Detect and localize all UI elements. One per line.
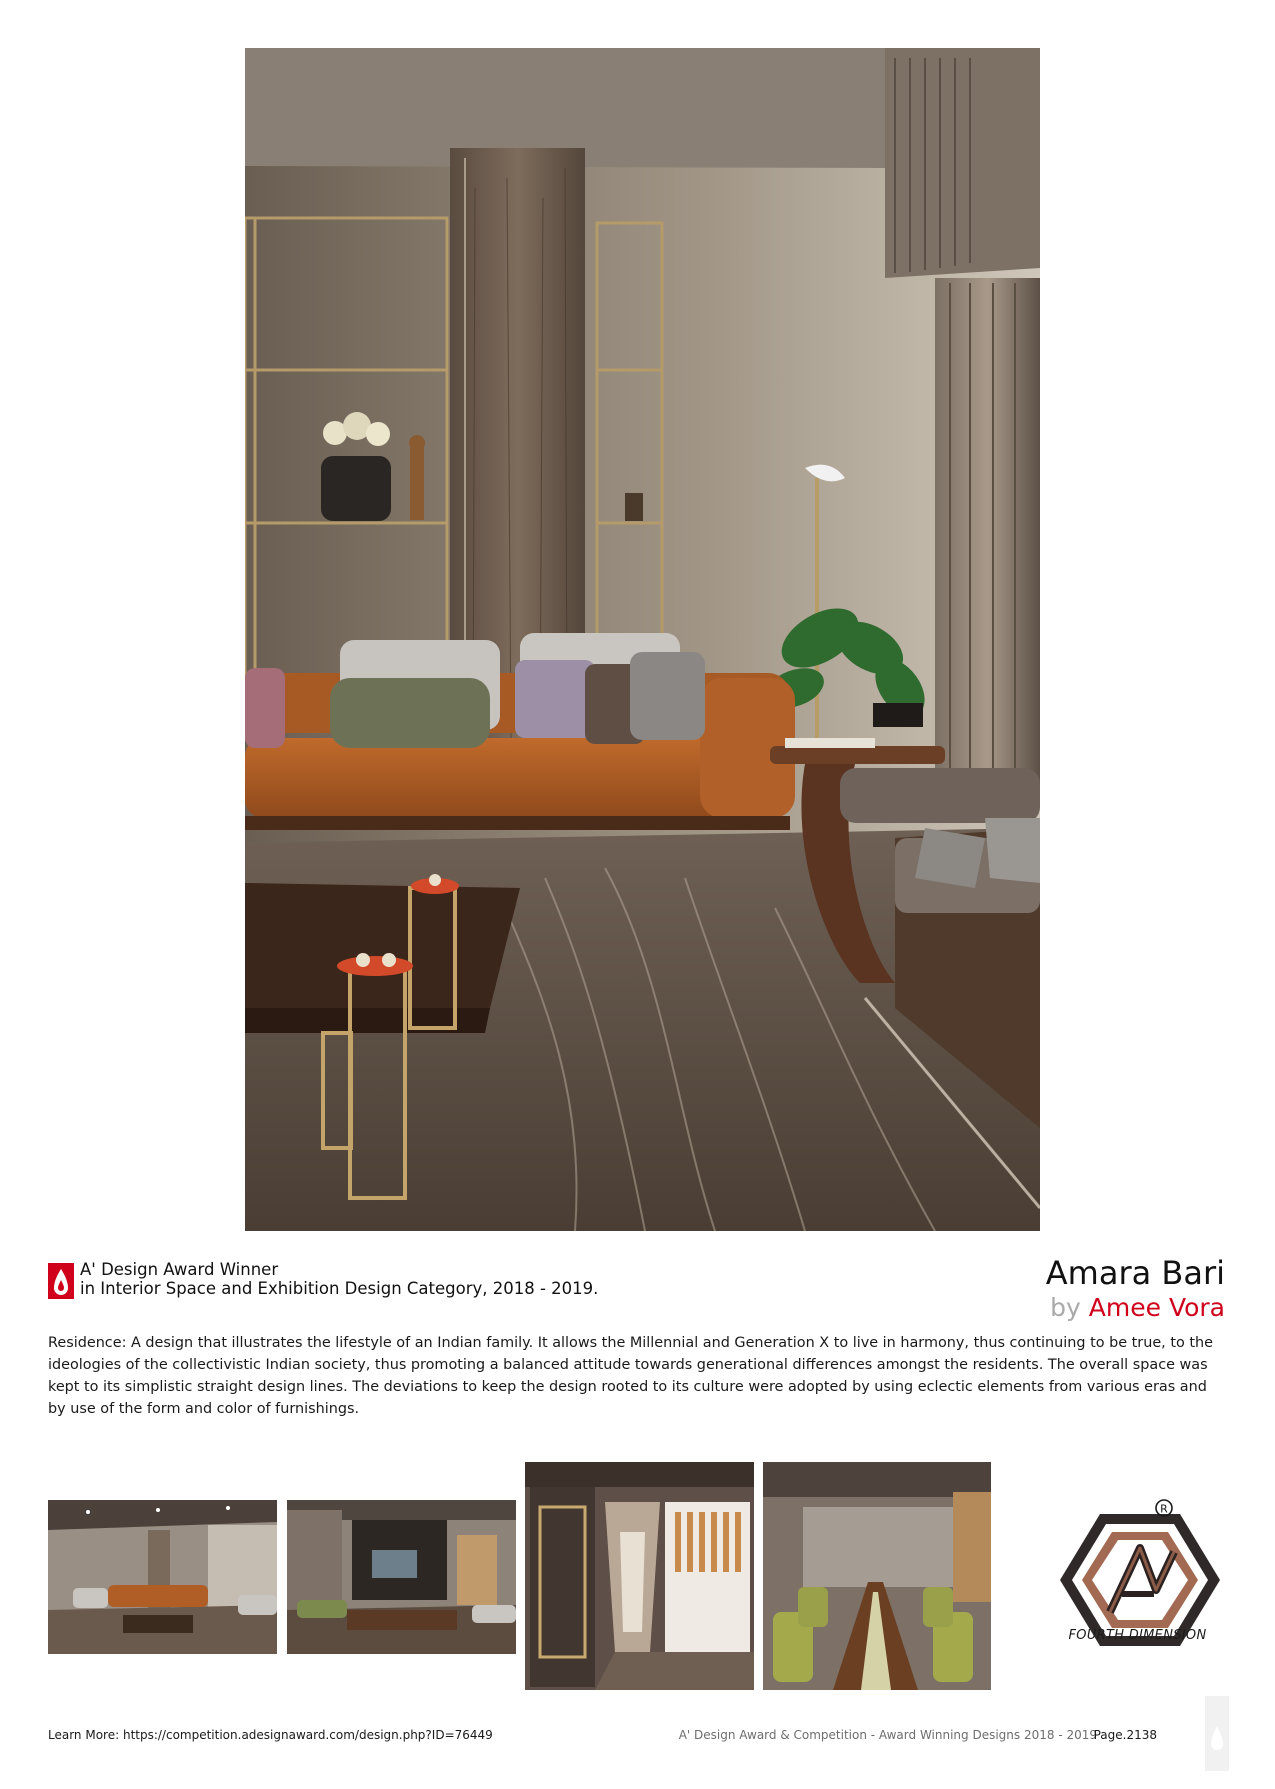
footer-credit: A' Design Award & Competition - Award Winning Designs 2018 - 2019 [678,1728,1097,1742]
designer-name: Amee Vora [1088,1293,1225,1322]
design-description: Residence: A design that illustrates the lifestyle of an Indian family. It allows the Millennial and Generation X to live in harmony, thus continuing to be true, to the ideologies of the collectivistic Indian society, thus promoting a balanced attitude towards generational differences amongst the residents. The overall space was kept to its simplistic straight design lines. The deviations to keep the design rooted to its culture were adopted by using eclectic elements from various eras and by use of the form and color of furnishings. [48,1335,1213,1417]
by-label: by [1050,1293,1081,1322]
thumbnail-tv-lounge[interactable] [287,1500,516,1654]
design-name: Amara Bari [1045,1254,1225,1292]
thumbnail-corridor[interactable] [525,1462,754,1690]
award-category: in Interior Space and Exhibition Design Category, 2018 - 2019. [80,1279,599,1298]
hero-photo-illustration [245,48,1040,1231]
thumbnail-living-room[interactable] [48,1500,277,1654]
learn-more-link[interactable]: Learn More: https://competition.adesignaward.com/design.php?ID=76449 [48,1728,493,1742]
brand-caption: FOURTH DIMENSION [1068,1628,1207,1643]
award-title: A' Design Award Winner [80,1260,279,1279]
page-number: Page.2138 [1093,1728,1157,1742]
thumbnail-dining-room[interactable] [763,1462,991,1690]
hero-photo [245,48,1040,1231]
a-design-award-logo-icon [48,1263,74,1299]
corner-watermark-icon [1205,1696,1229,1771]
designer-line [1050,1293,1225,1323]
svg-text:R: R [1160,1502,1168,1516]
